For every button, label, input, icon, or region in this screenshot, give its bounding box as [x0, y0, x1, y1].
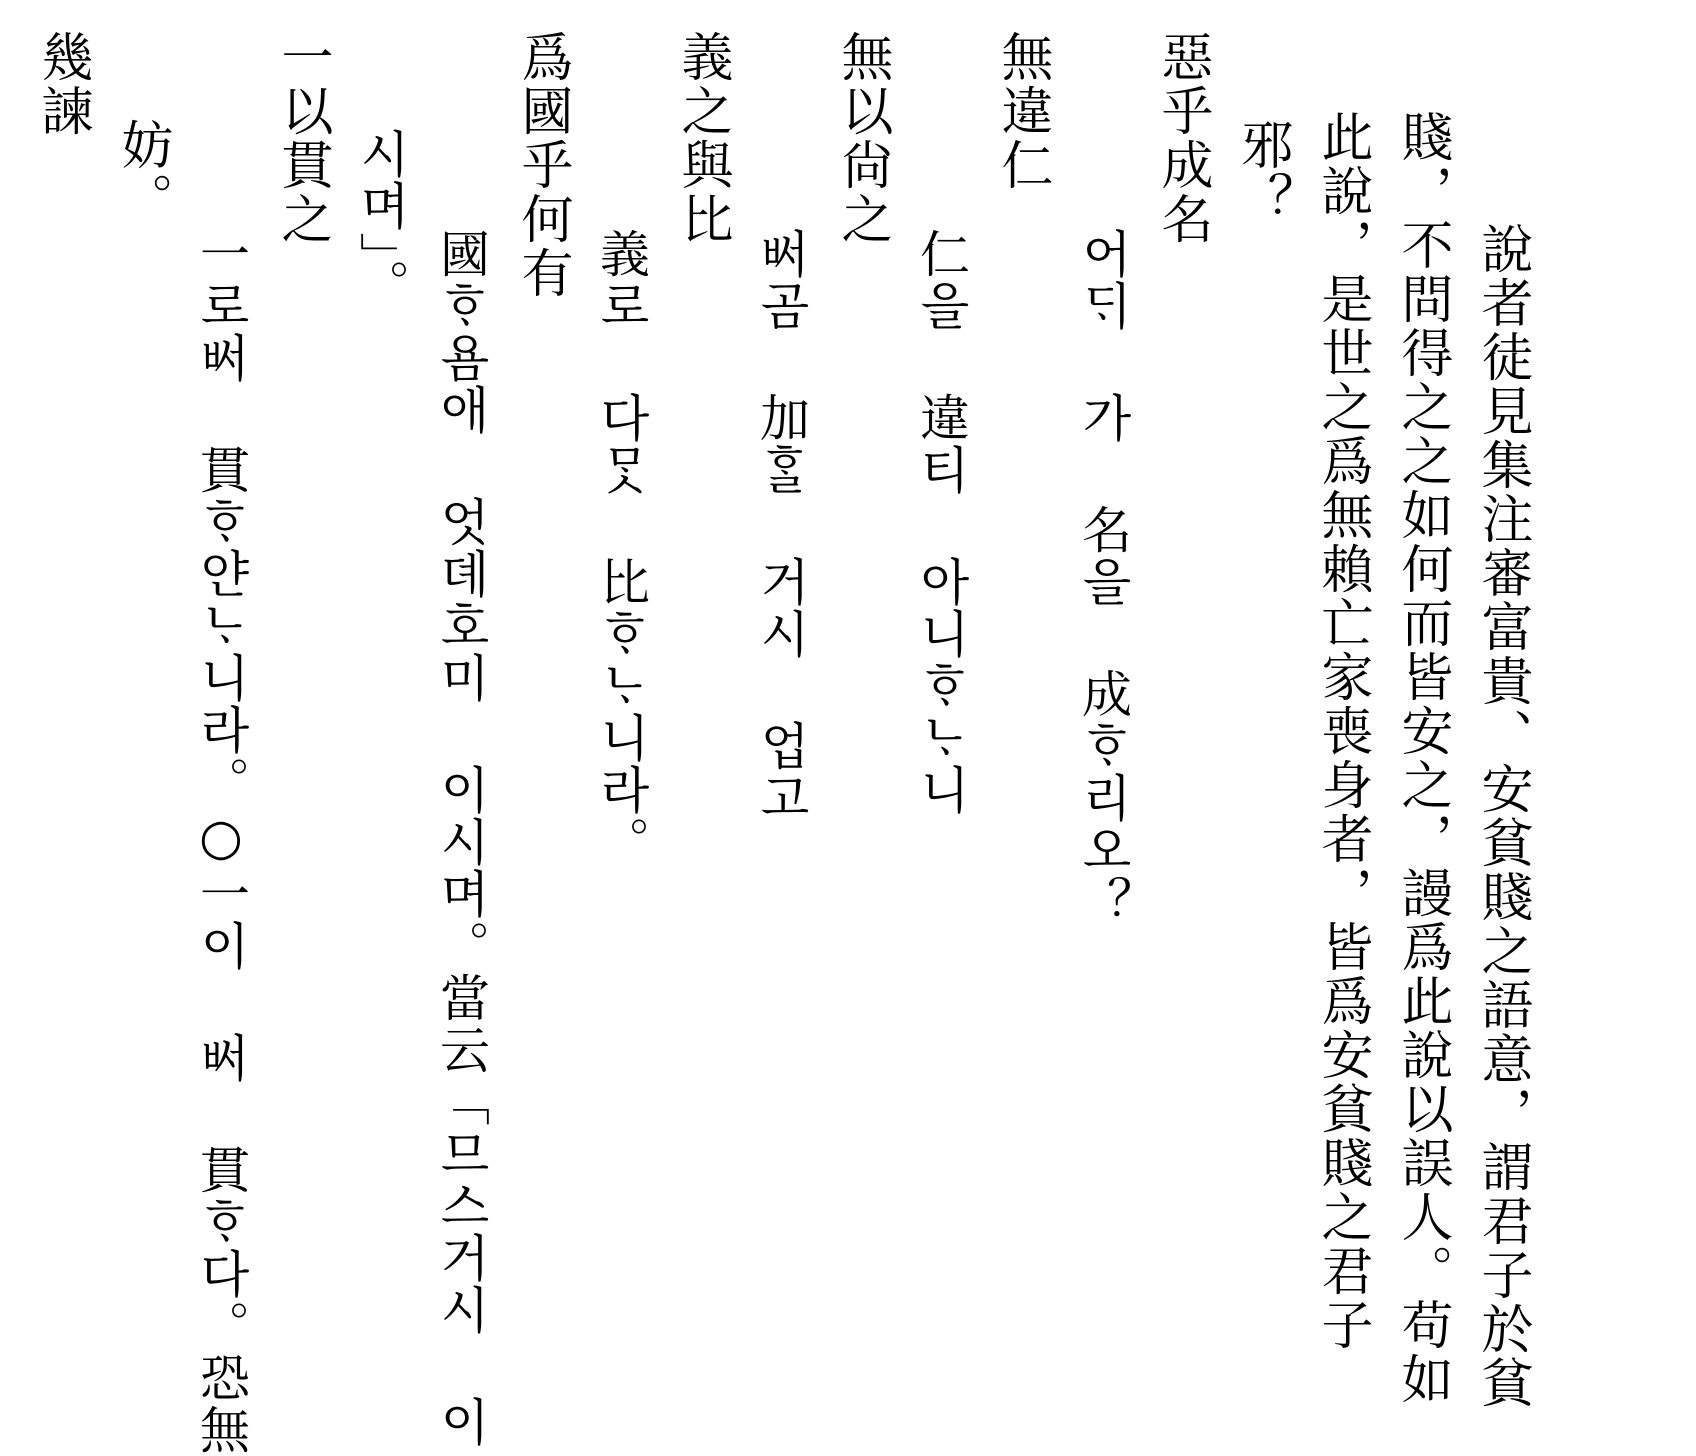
heading-column-2: 無違仁 — [992, 30, 1052, 192]
heading-column-3: 無以尙之 — [832, 30, 892, 246]
gloss-column-2: 仁을 違티 아니ᄒᆞᄂᆞ니 — [912, 228, 970, 816]
heading-column-5: 爲國乎何有 — [512, 30, 572, 300]
gloss-column-6: 一로ᄡᅥ 貫ᄒᆞ얀ᄂᆞ니라。○一이 ᄡᅥ 貫ᄒᆞ다。恐無 — [192, 228, 250, 1456]
text-column-4: 邪？ — [1232, 118, 1292, 226]
gloss-column-5: 國ᄒᆞ욤애 엇뎨호미 이시며。當云「므스거시 이 — [432, 228, 490, 1448]
gloss-column-4: 義로 다ᄆᆞᆺ 比ᄒᆞᄂᆞ니라。 — [592, 228, 650, 868]
text-column-3: 此說，是世之爲無賴亡家喪身者，皆爲安貧賤之君子 — [1312, 110, 1372, 1352]
heading-column-4: 義之與比 — [672, 30, 732, 246]
gloss-column-3: ᄡᅥ곰 加ᄒᆞᆯ 거시 업고 — [752, 228, 810, 824]
text-column-2: 賤，不問得之之如何而皆安之，謾爲此說以誤人。苟如 — [1392, 110, 1452, 1406]
heading-column-6: 一以貫之 — [272, 30, 332, 246]
heading-column-1: 惡乎成名 — [1152, 30, 1212, 246]
text-column-1: 說者徒見集注審富貴、安貧賤之語意，謂君子於貧 — [1472, 222, 1532, 1410]
gloss-column-6-cont: 妨。 — [112, 118, 172, 226]
gloss-column-5-cont: 시며」。 — [352, 128, 410, 311]
gloss-column-1: 어ᄃᆡ 가 名을 成ᄒᆞ리오？ — [1074, 228, 1132, 928]
heading-column-7: 幾諫 — [32, 30, 92, 138]
